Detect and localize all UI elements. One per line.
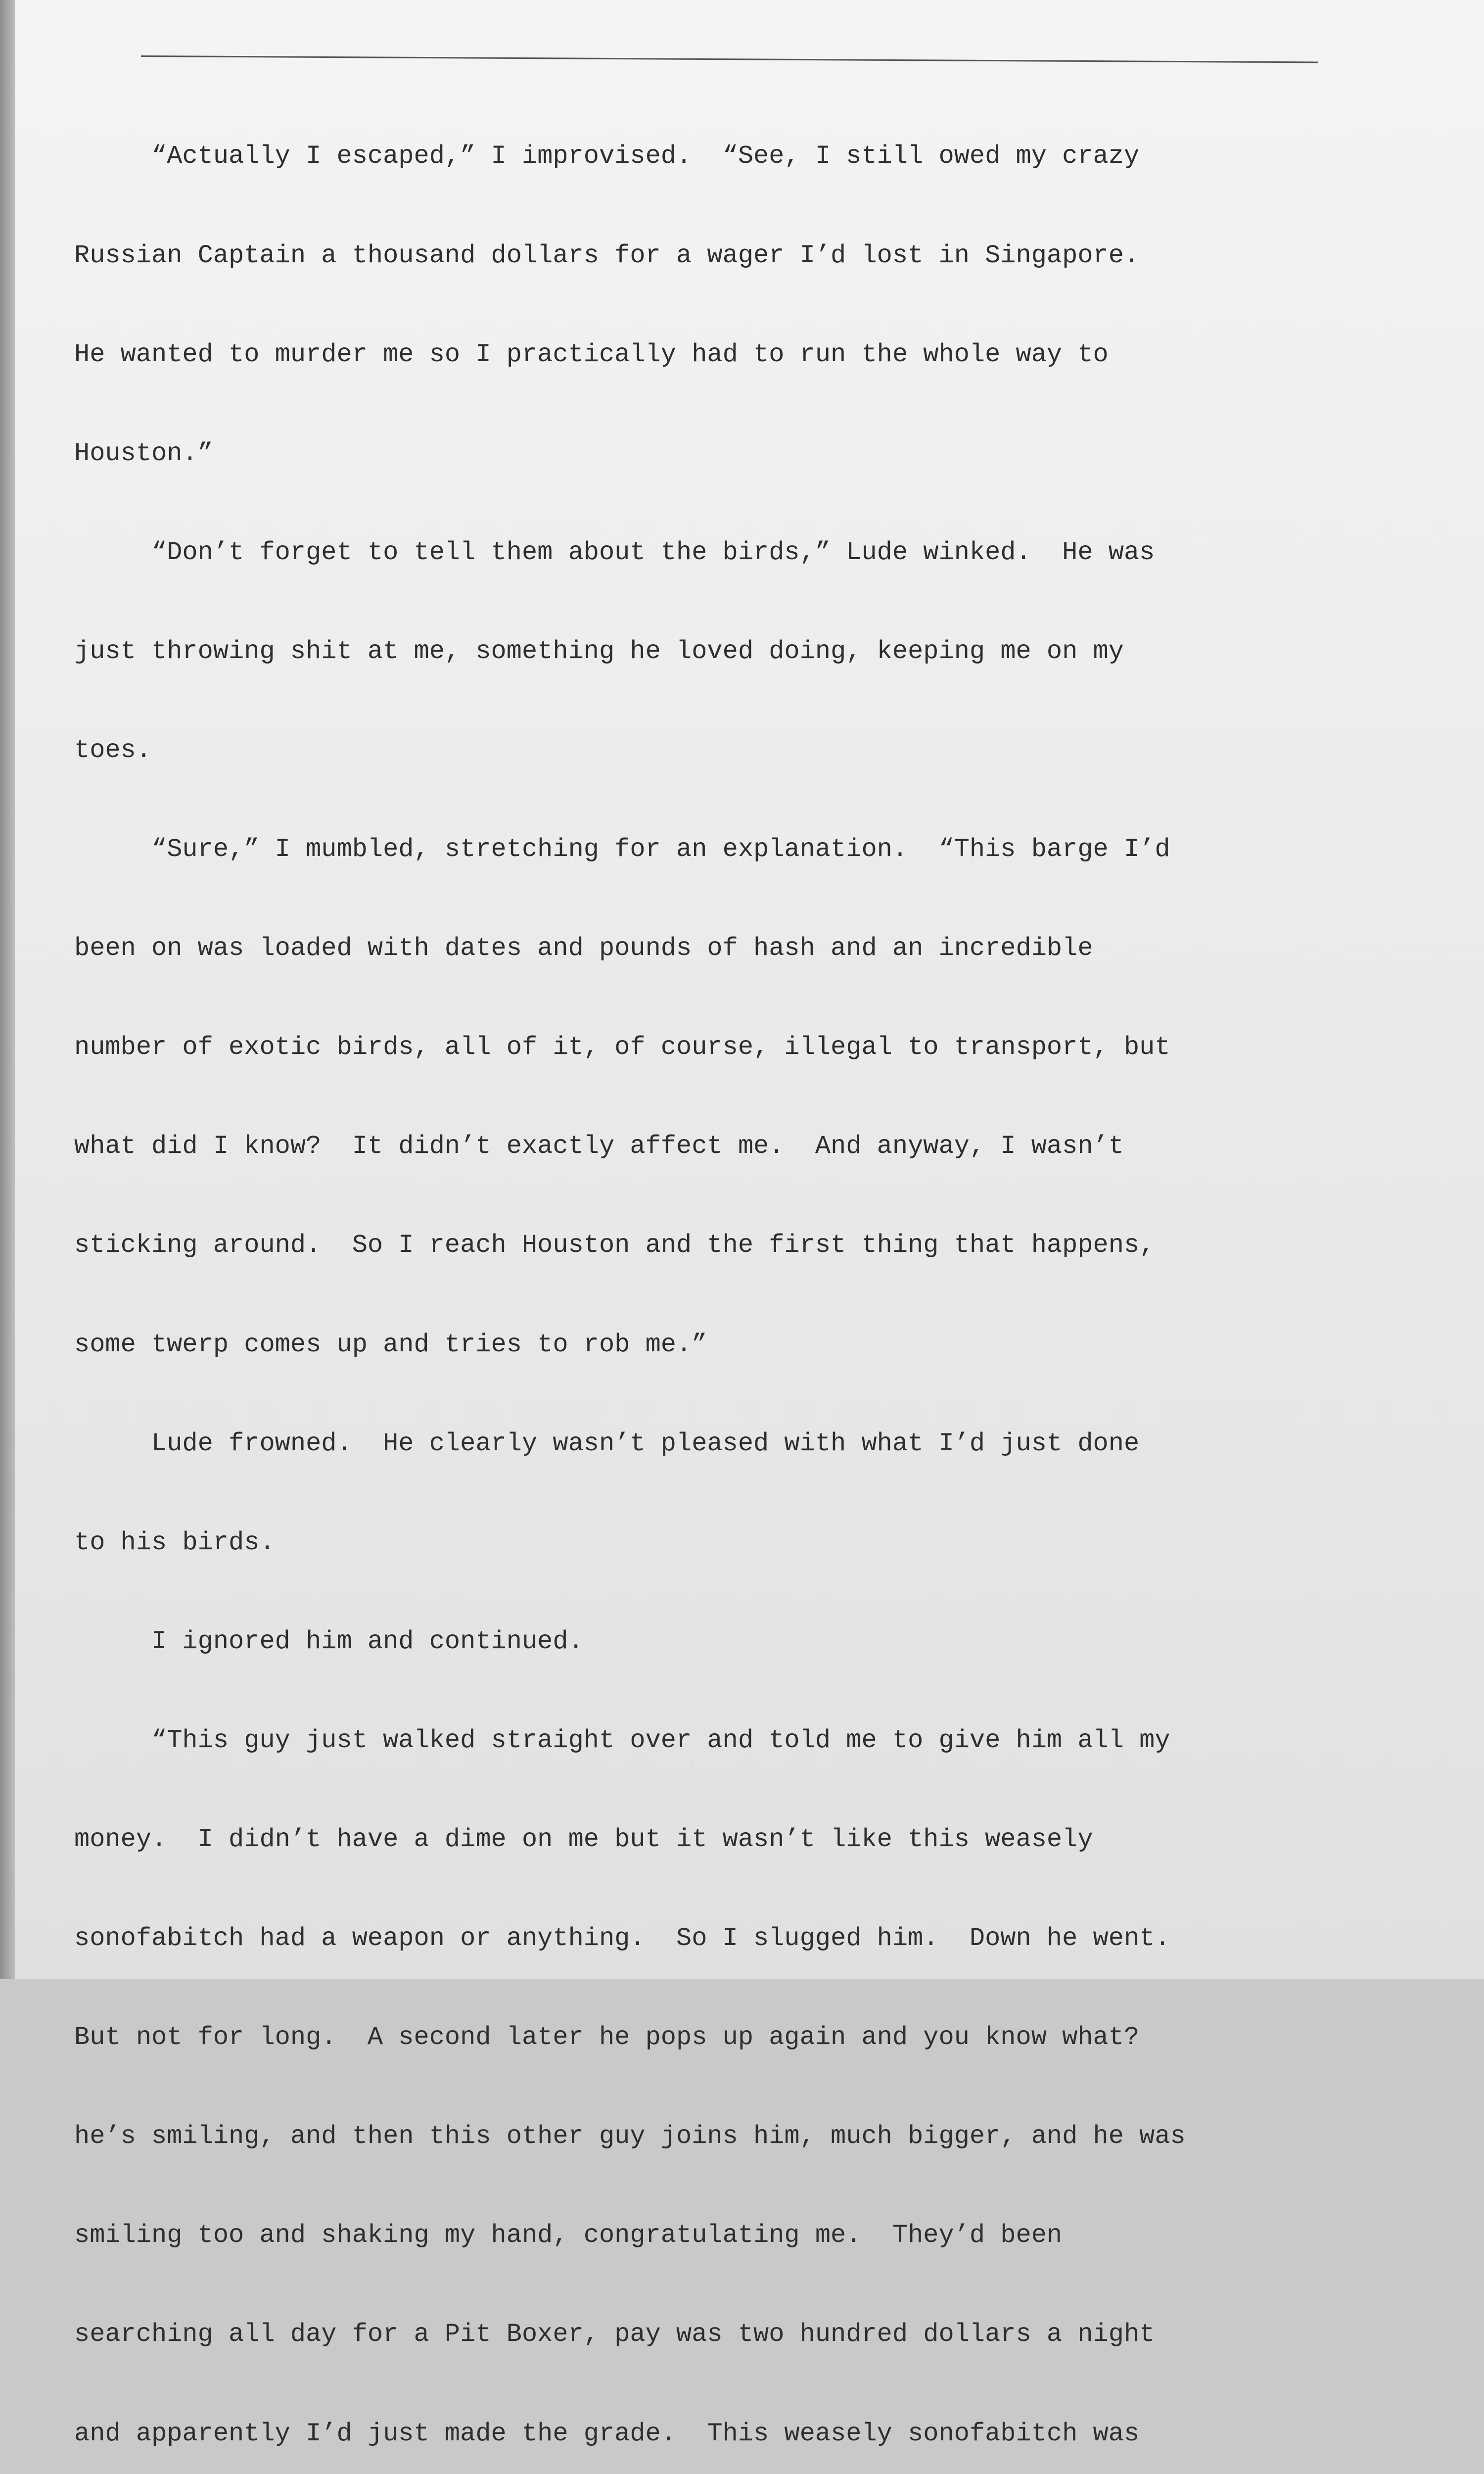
text-line: Lude frowned. He clearly wasn’t pleased with what I’d just done — [74, 1428, 1140, 1458]
text-line: money. I didn’t have a dime on me but it wasn’t like this weasely — [74, 1825, 1093, 1854]
text-line: some twerp comes up and tries to rob me.” — [74, 1330, 707, 1359]
text-line: “Actually I escaped,” I improvised. “See, I still owed my crazy — [74, 142, 1140, 171]
text-line: Russian Captain a thousand dollars for a wager I’d lost in Singapore. — [74, 240, 1140, 270]
text-line: searching all day for a Pit Boxer, pay was two hundred dollars a night — [74, 2320, 1155, 2349]
text-line: number of exotic birds, all of it, of course, illegal to transport, but — [74, 1033, 1170, 1062]
header-rule — [141, 55, 1318, 63]
text-line: sonofabitch had a weapon or anything. So I slugged him. Down he went. — [74, 1924, 1170, 1953]
text-line: “Sure,” I mumbled, stretching for an explanation. “This barge I’d — [74, 835, 1170, 864]
text-line: Houston.” — [74, 438, 213, 468]
text-line: “Don’t forget to tell them about the birds,” Lude winked. He was — [74, 537, 1155, 567]
typewritten-page — [15, 0, 1484, 2448]
manuscript-text — [74, 74, 1430, 2448]
text-line: “This guy just walked straight over and told me to give him all my — [74, 1725, 1170, 1755]
text-line: he’s smiling, and then this other guy joins him, much bigger, and he was — [74, 2122, 1186, 2151]
text-line: and apparently I’d just made the grade. This weasely sonofabitch was — [74, 2419, 1140, 2448]
text-line: He wanted to murder me so I practically had to run the whole way to — [74, 339, 1109, 369]
text-line: been on was loaded with dates and pounds of hash and an incredible — [74, 934, 1093, 963]
text-line: what did I know? It didn’t exactly affect me. And anyway, I wasn’t — [74, 1132, 1124, 1161]
text-line: just throwing shit at me, something he loved doing, keeping me on my — [74, 636, 1124, 666]
text-line: smiling too and shaking my hand, congratulating me. They’d been — [74, 2221, 1063, 2250]
text-line: I ignored him and continued. — [74, 1626, 584, 1656]
text-line: toes. — [74, 735, 152, 765]
text-line: But not for long. A second later he pops up again and you know what? — [74, 2023, 1140, 2052]
text-line: to his birds. — [74, 1527, 275, 1557]
text-line: sticking around. So I reach Houston and the first thing that happens, — [74, 1231, 1155, 1260]
